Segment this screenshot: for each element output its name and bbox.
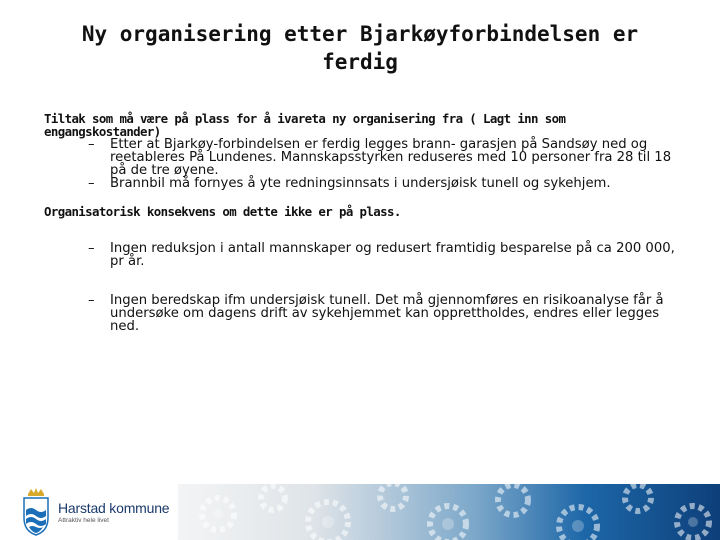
slide-title: Ny organisering etter Bjarkøyforbindelsen er ferdig: [81, 22, 639, 74]
bullet-dash: –: [88, 137, 95, 152]
list-item: [44, 138, 684, 177]
slide-body: [44, 112, 684, 333]
brand-name: Harstad kommune: [58, 500, 170, 516]
harstad-crest-icon: [22, 488, 50, 536]
bullet-dash: –: [88, 176, 95, 191]
brand-tagline: Attraktiv hele livet: [58, 517, 109, 524]
list-item: [44, 294, 684, 333]
gears-banner-icon: [178, 484, 720, 540]
list-item-text: Brannbil må fornyes å yte redningsinnsats i undersjøisk tunell og sykehjem.: [110, 176, 611, 191]
list-item: [44, 177, 684, 190]
bullet-dash: –: [88, 293, 95, 308]
footer: [0, 484, 720, 540]
list-item-text: Etter at Bjarkøy-forbindelsen er ferdig legges brann- garasjen på Sandsøy ned og reetableres På Lundenes. Mannskapsstyrken reduseres med 10 personer fra 28 til 18 på de tre øyene.: [110, 137, 672, 178]
brand-logo: [0, 484, 178, 540]
intro-text: Tiltak som må være på plass for å ivareta ny organisering fra ( Lagt inn som engangskostander): [44, 111, 566, 139]
list-item-text: Ingen reduksjon i antall mannskaper og redusert framtidig besparelse på ca 200 000, pr år.: [110, 241, 675, 269]
list-item-text: Ingen beredskap ifm undersjøisk tunell. Det må gjennomføres en risikoanalyse får å undersøke om dagens drift av sykehjemmet kan opprettholdes, endres eller legges ned.: [110, 293, 664, 334]
list-item: [44, 242, 684, 268]
bullet-dash: –: [88, 241, 95, 256]
consequence-heading: Organisatorisk konsekvens om dette ikke er på plass.: [44, 204, 401, 219]
gears-banner: [178, 484, 720, 540]
